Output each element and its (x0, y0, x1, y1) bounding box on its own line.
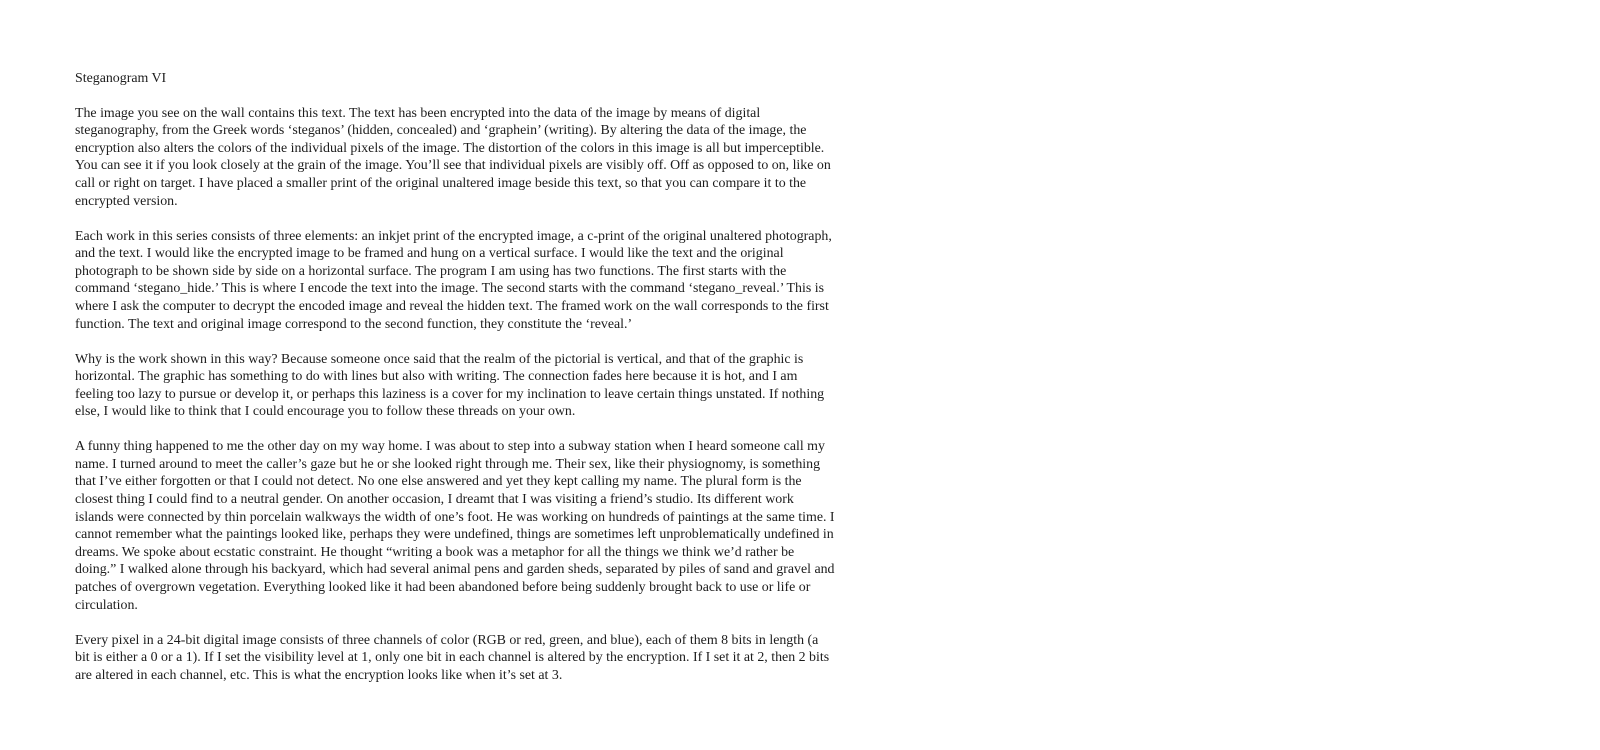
document-page (75, 70, 835, 684)
paragraph-3: Why is the work shown in this way? Because someone once said that the realm of the pictorial is vertical, and that of the graphic is horizontal. The graphic has something to do with lines but also with writing. The connection fades here because it is hot, and I am feeling too lazy to pursue or develop it, or perhaps this laziness is a cover for my inclination to leave certain things unstated. If nothing else, I would like to think that I could encourage you to follow these threads on your own. (75, 351, 825, 420)
paragraph-5: Every pixel in a 24-bit digital image consists of three channels of color (RGB or red, green, and blue), each of them 8 bits in length (a bit is either a 0 or a 1). If I set the visibility level at 1, only one bit in each channel is altered by the encryption. If I set it at 2, then 2 bits are altered in each channel, etc. This is what the encryption looks like when it’s set at 3. (75, 632, 830, 683)
paragraph-1: The image you see on the wall contains this text. The text has been encrypted into the data of the image by means of digital steganography, from the Greek words ‘steganos’ (hidden, concealed) and ‘graphein’ (writing). By altering the data of the image, the encryption also alters the colors of the individual pixels of the image. The distortion of the colors in this image is all but imperceptible. You can see it if you look closely at the grain of the image. You’ll see that individual pixels are visibly off. Off as opposed to on, like on call or right on target. I have placed a smaller print of the original unaltered image beside this text, so that you can compare it to the encrypted version. (75, 105, 831, 209)
paragraph-2: Each work in this series consists of three elements: an inkjet print of the encrypted image, a c-print of the original unaltered photograph, and the text. I would like the encrypted image to be framed and hung on a vertical surface. I would like the text and the original photograph to be shown side by side on a horizontal surface. The program I am using has two functions. The first starts with the command ‘stegano_hide.’ This is where I encode the text into the image. The second starts with the command ‘stegano_reveal.’ This is where I ask the computer to decrypt the encoded image and reveal the hidden text. The framed work on the wall corresponds to the first function. The text and original image correspond to the second function, they constitute the ‘reveal.’ (75, 228, 832, 332)
document-title: Steganogram VI (75, 71, 167, 86)
paragraph-4: A funny thing happened to me the other day on my way home. I was about to step into a subway station when I heard someone call my name. I turned around to meet the caller’s gaze but he or she looked right through me. Their sex, like their physiognomy, is something that I’ve either forgotten or that I could not detect. No one else answered and yet they kept calling my name. The plural form is the closest thing I could find to a neutral gender. On another occasion, I dreamt that I was visiting a friend’s studio. Its different work islands were connected by thin porcelain walkways the width of one’s foot. He was working on hundreds of paintings at the same time. I cannot remember what the paintings looked like, perhaps they were undefined, things are sometimes left unproblematically undefined in dreams. We spoke about ecstatic constraint. He thought “writing a book was a metaphor for all the things we think we’d rather be doing.” I walked alone through his backyard, which had several animal pens and garden sheds, separated by piles of sand and gravel and patches of overgrown vegetation. Everything looked like it had been abandoned before being suddenly brought back to use or life or circulation. (75, 439, 835, 613)
